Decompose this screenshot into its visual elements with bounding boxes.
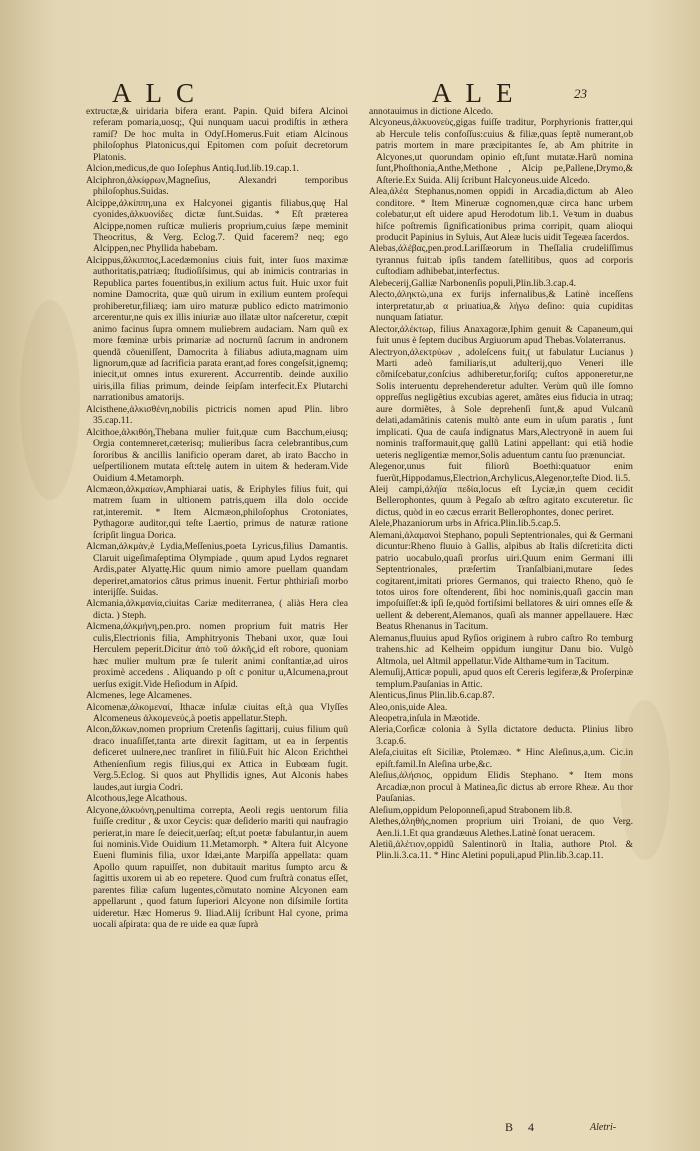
dictionary-entry: Aletiũ,ἀλέτιον,oppidũ Salentinorũ in Italia, authore Ptol. & Plin.li.3.ca.11. * Hinc Aletini populi,apud Plin.lib.3.cap.11.	[369, 839, 633, 862]
dictionary-entry: Alcion,medicus,de quo Ioſephus Antiq.Iud.lib.19.cap.1.	[86, 163, 299, 175]
dictionary-entry: Alcyoneus,ἀλκυονεὺς,gigas fuiſſe traditur, Porphyrionis fratter,qui ab Hercule telis confoſſus:cuius & filiæ,quas ſeptẽ numerant,ob patris mortem in mare præcipitantes ſe, ab Am phitrite in Alcyones,ut quorundam opinio eſt,ſunt mutatæ.Harũ nomina ſunt,Phoſthonia,Anthe,Methone , Alcip pe,Pallene,Drymo,& Aſterie.Ex Suida. Alij ſcribunt Halcyoneus.uide Alcedo.	[369, 117, 633, 186]
dictionary-entry: Alector,ἀλέκτωρ, filius Anaxagoræ,Iphim genuit & Capaneum,qui fuit unus è ſeptem ducibus Argiuorum apud Thebas.Volaterranus.	[369, 323, 633, 347]
dictionary-entry: Aleſius,ἀλήσιος, oppidum Elidis Stephano. * Item mons Arcadiæ,non procul à Matinea,ſic dictus ab errore Rheæ. Au thor Pauſanias.	[369, 770, 633, 805]
catchword: Aletri-	[590, 1122, 617, 1133]
dictionary-entry: Alegenor,unus fuit filiorũ Boethi:quatuor enim fuerũt,Hippodamus,Electrion,Archylicus,Alegenor,teſte Diod. li.5.	[369, 461, 633, 484]
dictionary-entry: Aleopetra,inſula in Mæotide.	[369, 713, 480, 725]
dictionary-entry: Alectryon,ἀλεκτρύων , adoleſcens fuit,( ut fabulatur Lucianus ) Marti adeò familiaris,ut adulterij,quo Veneri ille cõmiſcebatur,conſcius adhiberetur,foriſq; cuſtos apponeretur,ne Solis interuentu deprehenderetur adulter. Verùm quũ ille ſomno oppreſſus negligẽtius excubias ageret, amãtes eius fiducia in utraq; aure dormiẽtes, à Sole deprehenſi ſunt,& apud Vulcanũ delati,adamãtinis catenis multò ante eum in uſum paratis , ſunt implicati. Qua de cauſa indignatus Mars,Alectryonẽ in auem ſui nominis traſformauit,quę gallũ Latini appellant: qui etiã hodie ueteris negligentiæ memor,Solis aduentum cantu ſuo prænunciat.	[369, 346, 633, 461]
dictionary-entry: Alcomenæ,ἀλκομεναί, Ithacæ inſulæ ciuitas eſt,à qua Vlyſſes Alcomeneus ἀλκομενεύς,à poetis appellatur.Steph.	[86, 701, 348, 725]
dictionary-entry: Alecto,ἀληκτὼ,una ex furijs infernalibus,& Latinè inceſſens interpretatur,ab α priuatiua,& λήγω deſino: quia cupiditas nunquam ſatiatur.	[369, 289, 633, 324]
dictionary-entry: Aleo,onis,uide Alea.	[369, 701, 448, 713]
signature-mark: B 4	[505, 1120, 541, 1134]
dictionary-entry: Alcithoe,ἀλκιθόη,Thebana mulier fuit,quæ cum Bacchum,eiusq; Orgia contemneret,cæterisq; mulieribus ſacra celebrantibus,cum ſororibus & ancillis lanificio operam daret, ab irato Baccho in ueſpertilionem mutata eſt:telę autem in uitem & hederam.Vide Ouidium 4.Metamorph.	[86, 426, 348, 484]
dictionary-entry: Aleſium,oppidum Peloponneſi,apud Strabonem lib.8.	[369, 804, 573, 816]
dictionary-entry: Alcothous,lege Alcathous.	[86, 793, 187, 805]
running-header	[0, 78, 700, 108]
dictionary-entry: Alcmania,ἀλκμανία,ciuitas Cariæ mediterranea, ( aliàs Hera clea dicta. ) Steph.	[86, 598, 348, 621]
dictionary-entry: Alcisthene,ἀλκισθένη,nobilis pictricis nomen apud Plin. libro 35.cap.11.	[86, 403, 348, 427]
dictionary-entry: Alebas,ἀλέβας,pen.prod.Lariſſæorum in Theſſalia crudeliſſimus tyrannus fuit:ab ipſis tandem ſatellitibus, quos ad corporis cuſtodiam adhibebat,interfectus.	[369, 243, 633, 278]
dictionary-entry: Alcmena,ἀλκμήνη,pen.pro. nomen proprium fuit matris Her culis,Electrionis filia, Amphitryonis Thebani uxor, quæ Ioui Herculem peperit.Dicitur ἀπὸ τοῦ ἀλκῆς,id eſt robore, quoniam hæc mulier multum præ ſe tulerit animi conſtantiæ,ad uiros proximè accedens . Aliquando p oſt c ponitur u,Alcumena,prout uerſus exigit.Vide Heſiodum in Aſpid.	[86, 621, 348, 690]
dictionary-entry: Alcippe,ἀλκίππη,una ex Halcyonei gigantis filiabus,quę Hal cyonides,ἀλκυονίδες dictæ ſunt.Suidas. * Eſt præterea Alcippe,nomen ruſticæ mulieris proprium,cuius ſæpe meminit Theocritus, & Verg. Eclog.7. Quid facerem? neq; ego Alcippen,nec Phyllida habebam.	[86, 197, 348, 255]
dictionary-entry: Alciphron,ἀλκίφρων,Magneſius, Alexandri temporibus philoſophus.Suidas.	[86, 174, 348, 198]
dictionary-entry: extructæ,& uiridaria bifera erant. Papin. Quid bifera Alcinoi referam pomaria,uosq;, Qui nunquam uacui prodiſtis in æthera ramiſ? De hoc multa in Odyſ.Homerus.Fuit etiam Alcinous philoſophus Platonicus,qui Epitomen com poſuit decretorum Platonis.	[86, 106, 348, 163]
header-right: ALE	[432, 78, 527, 108]
dictionary-entry: Alcyone,ἀλκυόνη,penultima correpta, Aeoli regis uentorum filia fuiſſe creditur , & uxor Ceycis: quæ deſiderio mariti qui naufragio perierat,in mare ſe deiecit,uerſaq; eſt,ut poetæ fabulantur,in auem ſui nominis.Vide Ouidium 11.Metamorph. * Altera fuit Alcyone Eueni fluminis filia, uxor Idæi,ante Marpiſſa appellata: quam Apollo quum rapuiſſet, non dubitauit maritus ſumpto arcu & ſagittis uxorem ui ab eo repetere. Quod cum fruſtrà conatus eſſet, parentes filiæ caſum lugentes,cõmutato nomine Alcyonen eam appellarunt , quod fatum ſuperiori Alcyone non diſsimile ſortita uideretur. Hæc Homerus 9. Iliad.Alij ſcribunt Hal cyone, prima uocali aſpirata: qua de re uide ea quæ ſuprà	[86, 804, 348, 931]
right-column	[369, 106, 633, 862]
dictionary-entry: Alemanus,fluuius apud Ryſios originem à rubro caſtro Ro temburg trahens.hic ad Kelheim oppidum iungitur Danu bio. Vulgò Altmola, uel Altmil appellatur.Vide Althameꝛum in Tacitum.	[369, 632, 633, 667]
dictionary-entry: Alcman,ἀλκμὰν,è Lydia,Meſſenius,poeta Lyricus,filius Damantis. Claruit uigeſimaſeptima Olympiade , quum apud Lydos regnaret Ardis,pater Alyattę.Hic quum nimio amore puellam quandam deperiret,amatorios cãtus primus inuenit. Fertur phthiriaſi morbo interijſſe. Suidas.	[86, 541, 348, 599]
dictionary-entry: Alebecerij,Galliæ Narbonenſis populi,Plin.lib.3.cap.4.	[369, 277, 577, 289]
dictionary-entry: Alemani,ἀλαμανοὶ Stephano, populi Septentrionales, qui & Germani dicuntur:Rheno fluuio à Gallis, alpibus ab Italis diſcreti:ita dicti patrio uocabulo,quaſi prorſus uiri.Quum enim Germani illi Septentrionales, præſertim Tranſalbiani,mutare ſedes cogitarent,imitati priores Germanos, qui traiecto Rheno, quò ſe totos uiros fore oſtenderent, ſibi hoc nominis,quaſi gaccin man impoſuiſſet:& ipſi ſe,quòd fortiſsimi bellatores & uiri omnes eſſe & uellent & deberent,Alemanos, quaſi als manner appellauere. Hæc Beatus Rhenanus in Tacitum.	[369, 529, 633, 633]
dictionary-entry: annotauimus in dictione Alcedo.	[369, 106, 494, 117]
dictionary-entry: Alele,Phazaniorum urbs in Africa.Plin.lib.5.cap.5.	[369, 518, 561, 530]
dictionary-entry: Alcmæon,ἀλκμαίων,Amphiarai uatis, & Eriphyles filius fuit, qui matrem ſuam in ultionem patris,quem illa dolo occide rat,interemit. * Item Alcmæon,philoſophus Crotoniates, Pythagoræ auditor,qui teſte Laertio, primus de naturæ ratione ſcripſit lingua Dorica.	[86, 483, 348, 541]
left-column	[86, 106, 348, 931]
dictionary-entry: Alemuſij,Atticæ populi, apud quos eſt Cereris legiferæ,& Proſerpinæ templum.Pauſanias in Attic.	[369, 667, 633, 690]
dictionary-entry: Alcmenes, lege Alcamenes.	[86, 690, 193, 702]
dictionary-entry: Aleria,Corſicæ colonia à Sylla dictatore deducta. Plinius libro 3.cap.6.	[369, 724, 633, 747]
page-number: 23	[574, 86, 587, 101]
dictionary-entry: Alethes,ἀληθὴς,nomen proprium uiri Troiani, de quo Verg. Aen.li.1.Et qua grandæuus Alethes.Latinè ſonat ueracem.	[369, 816, 633, 839]
dictionary-entry: Alenticus,ſinus Plin.lib.6.cap.87.	[369, 690, 495, 702]
dictionary-entry: Alcippus,ἄλκιππος,Lacedæmonius ciuis fuit, inter ſuos maximæ authoritatis,patriæq; ſtudioſiſsimus, qui ab inimicis contrarias in Republica partes fouentibus,in exilium actus fuit. Huic uxor fuit nomine Damocrita, quæ quũ uirum in exilium euntem proſequi prohiberetur,filiæq; iam uiro maturæ publico edicto matrimonio arcerentur,ne quis ex illis iniuriæ auo illatæ ultor naſceretur, cœpit animo facinus ſupra omnem muliebrem audaciam. Nam quũ ex more fœminæ urbis primariæ ad nocturnũ ſacrum in andronem quendã cõueniſſent, Damocrita à filiabus adiuta,magnam uim lignorum,quæ ad ſacrificia parata erant,ad fores congeſsit,ignemq; iniecit,ut omnes intus exurerent. Accurrentib. deinde auxilio uiris,illa filias primum, deinde ſeipſam interfecit.Ex Plutarchi narrationibus amatorijs.	[86, 254, 348, 404]
dictionary-entry: Alea,ἀλέα Stephanus,nomen oppidi in Arcadia,dictum ab Aleo conditore. * Item Mineruæ cognomen,quæ circa hanc urbem colebatur,ut eſt uidere apud Herodotum lib.1. Veꝛum in duabus hiſce poſtremis ſignificationibus prima corripit, quam alioqui producit Papinius in Syluis, Aut Aleæ lucis uidit Tegeæa ſacerdos.	[369, 186, 633, 243]
page-footer	[0, 1120, 700, 1136]
dictionary-entry: Aleſa,ciuitas eſt Siciliæ, Ptolemæo. * Hinc Aleſinus,a,um. Cic.in epiſt.famil.In Aleſina urbe,&c.	[369, 747, 633, 770]
dictionary-entry: Alcon,ἄλκων,nomen proprium Cretenſis ſagittarij, cuius filium quũ draco inuaſiſſet,tanta arte direxit ſagittam, ut ea in ſerpentis deficeret uulnere,nec tranſiret in filiũ.Fuit hic Alcon Erichthei Atheníenſium regis filius,qui ex Attica in Eubœam fugit. Verg.5.Eclog. Si quos aut Phyllidis ignes, Aut Alconis habes laudes,aut iurgia Codri.	[86, 724, 348, 793]
dictionary-entry: Aleij campi,ἀλήϊα πεδία,locus eſt Lyciæ,in quem cecidit Bellerophontes, quum à Pegaſo ab œſtro agitato excuteretur. ſic dictus, quòd in eo cæcus errarit Bellerophontes, donec periret.	[369, 483, 633, 518]
header-left: ALC	[112, 78, 208, 108]
paper-stain	[20, 300, 80, 500]
